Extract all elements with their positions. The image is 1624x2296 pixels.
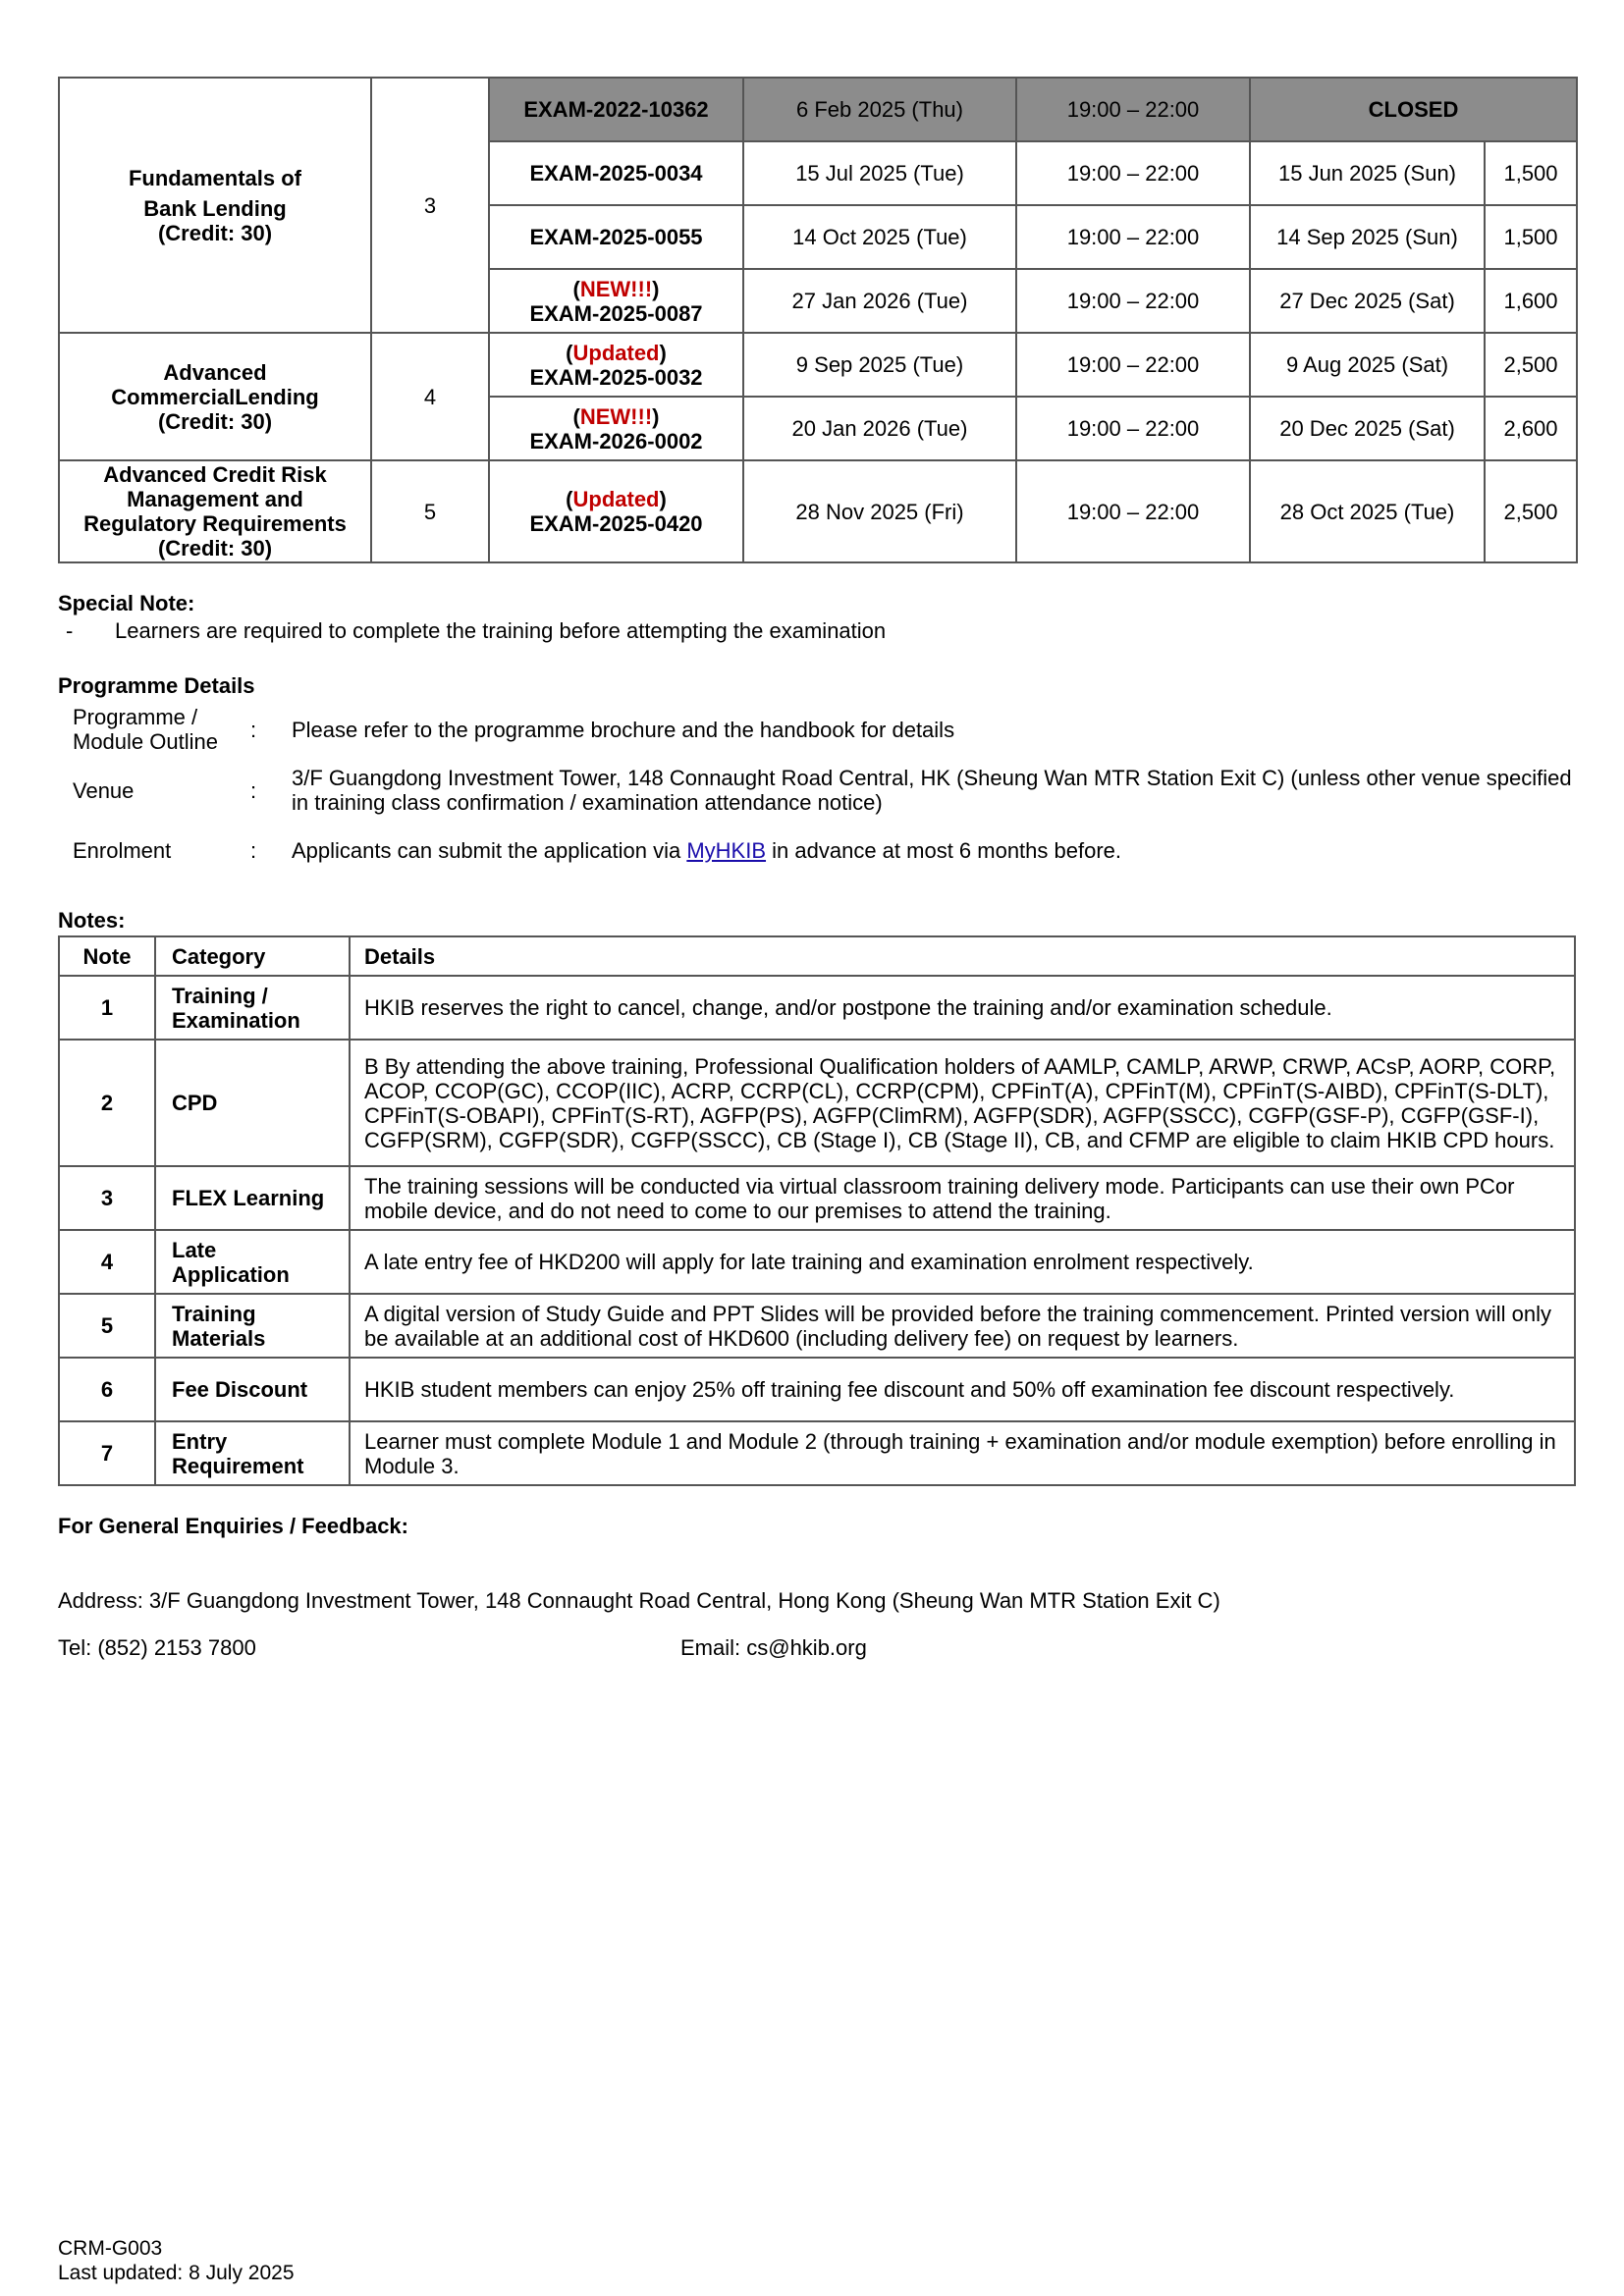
exam-date: 27 Jan 2026 (Tue) — [743, 269, 1016, 333]
exam-code: EXAM-2026-0002 — [529, 428, 703, 454]
exam-fee: 1,500 — [1485, 141, 1577, 205]
application-deadline: 27 Dec 2025 (Sat) — [1250, 269, 1485, 333]
exam-date: 9 Sep 2025 (Tue) — [743, 333, 1016, 397]
notes-table — [58, 935, 1576, 1486]
page — [58, 77, 1576, 1661]
exam-code-cell: (NEW!!!) EXAM-2026-0002 — [489, 397, 743, 460]
module-number: 4 — [371, 333, 489, 460]
note-category: Fee Discount — [155, 1358, 350, 1421]
note-details: A digital version of Study Guide and PPT Slides will be provided before the training commencement. Printed version will only be available at an additional cost of HKD600 (including delivery fee) on request by learners. — [350, 1294, 1575, 1358]
notes-row — [59, 1166, 1575, 1230]
header-note: Note — [59, 936, 155, 976]
colon: : — [250, 778, 257, 803]
enrolment-label: Enrolment — [73, 838, 172, 863]
note-number: 3 — [59, 1166, 155, 1230]
exam-time: 19:00 – 22:00 — [1016, 333, 1250, 397]
new-tag: NEW!!! — [579, 403, 653, 429]
enquiries-email: Email: cs@hkib.org — [680, 1635, 867, 1660]
last-updated: Last updated: 8 July 2025 — [58, 2262, 295, 2284]
exam-fee: 1,600 — [1485, 269, 1577, 333]
notes-row — [59, 1230, 1575, 1294]
notes-title: Notes: — [58, 908, 126, 933]
application-deadline: 15 Jun 2025 (Sun) — [1250, 141, 1485, 205]
outline-value: Please refer to the programme brochure and the handbook for details — [292, 718, 955, 742]
enrolment-value — [292, 838, 1576, 863]
bullet: - — [66, 618, 74, 643]
note-category: Training / Examination — [155, 976, 350, 1040]
myhkib-link[interactable]: MyHKIB — [686, 838, 767, 863]
programme-details — [58, 673, 1576, 863]
schedule-row — [59, 333, 1577, 397]
outline-label — [58, 705, 250, 754]
module-cell — [59, 333, 371, 460]
exam-date: 28 Nov 2025 (Fri) — [743, 460, 1016, 562]
exam-fee: 1,500 — [1485, 205, 1577, 269]
enquiries-contact — [58, 1635, 1576, 1661]
exam-date: 20 Jan 2026 (Tue) — [743, 397, 1016, 460]
exam-time: 19:00 – 22:00 — [1016, 205, 1250, 269]
header-details: Details — [350, 936, 1575, 976]
special-note-text: Learners are required to complete the training before attempting the examination — [115, 618, 887, 643]
module-credit: (Credit: 30) — [157, 408, 273, 434]
notes-row — [59, 1358, 1575, 1421]
exam-time: 19:00 – 22:00 — [1016, 78, 1250, 141]
exam-code: EXAM-2025-0032 — [529, 364, 703, 390]
exam-code: EXAM-2025-0034 — [489, 141, 743, 205]
exam-code: EXAM-2025-0055 — [489, 205, 743, 269]
module-credit: (Credit: 30) — [157, 536, 273, 561]
outline-label-line: Module Outline — [73, 729, 218, 754]
venue-value: 3/F Guangdong Investment Tower, 148 Connaught Road Central, HK (Sheung Wan MTR Station Exit C) (unless other venue specified in training class confirmation / examination attendance notice) — [292, 766, 1572, 815]
exam-time: 19:00 – 22:00 — [1016, 269, 1250, 333]
note-details: Learner must complete Module 1 and Module 2 (through training + examination and/or module exemption) before enrolling in Module 3. — [350, 1421, 1575, 1485]
note-number: 5 — [59, 1294, 155, 1358]
note-category: CPD — [155, 1040, 350, 1166]
updated-tag: Updated — [572, 340, 660, 365]
header-category: Category — [155, 936, 350, 976]
note-category: Training Materials — [155, 1294, 350, 1358]
venue-label: Venue — [73, 778, 135, 803]
exam-fee: 2,600 — [1485, 397, 1577, 460]
exam-date: 14 Oct 2025 (Tue) — [743, 205, 1016, 269]
exam-code: EXAM-2025-0087 — [529, 300, 703, 326]
application-deadline: 14 Sep 2025 (Sun) — [1250, 205, 1485, 269]
exam-date: 15 Jul 2025 (Tue) — [743, 141, 1016, 205]
colon: : — [250, 718, 257, 742]
module-cell — [59, 78, 371, 333]
application-deadline: 20 Dec 2025 (Sat) — [1250, 397, 1485, 460]
module-number: 3 — [371, 78, 489, 333]
schedule-row — [59, 460, 1577, 562]
notes-header-row — [59, 936, 1575, 976]
closed-badge: CLOSED — [1250, 78, 1577, 141]
module-name: Fundamentals of — [128, 165, 301, 190]
module-credit: (Credit: 30) — [157, 220, 273, 245]
schedule-row — [59, 78, 1577, 141]
note-category: Entry Requirement — [155, 1421, 350, 1485]
exam-time: 19:00 – 22:00 — [1016, 460, 1250, 562]
note-number: 4 — [59, 1230, 155, 1294]
note-details: HKIB reserves the right to cancel, change, and/or postpone the training and/or examination schedule. — [350, 976, 1575, 1040]
note-category: Late Application — [155, 1230, 350, 1294]
exam-fee: 2,500 — [1485, 333, 1577, 397]
document-code: CRM-G003 — [58, 2237, 163, 2260]
module-name: Advanced — [163, 359, 267, 385]
exam-time: 19:00 – 22:00 — [1016, 141, 1250, 205]
module-name: Regulatory Requirements — [83, 511, 347, 536]
programme-details-title: Programme Details — [58, 673, 255, 698]
outline-label-line: Programme / — [73, 705, 198, 729]
exam-date: 6 Feb 2025 (Thu) — [743, 78, 1016, 141]
note-number: 6 — [59, 1358, 155, 1421]
notes-row — [59, 976, 1575, 1040]
note-details: HKIB student members can enjoy 25% off training fee discount and 50% off examination fee discount respectively. — [350, 1358, 1575, 1421]
module-number: 5 — [371, 460, 489, 562]
notes-row — [59, 1294, 1575, 1358]
exam-code: EXAM-2025-0420 — [529, 511, 703, 536]
exam-code-cell: (Updated) EXAM-2025-0420 — [489, 460, 743, 562]
special-note-title: Special Note: — [58, 591, 195, 615]
note-category: FLEX Learning — [155, 1166, 350, 1230]
notes-row — [59, 1421, 1575, 1485]
note-number: 7 — [59, 1421, 155, 1485]
updated-tag: Updated — [572, 487, 660, 511]
special-note — [58, 591, 1576, 644]
note-details: A late entry fee of HKD200 will apply for late training and examination enrolment respectively. — [350, 1230, 1575, 1294]
module-name: Bank Lending — [143, 195, 287, 221]
enrolment-text: in advance at most 6 months before. — [766, 838, 1122, 863]
exam-code: EXAM-2022-10362 — [489, 78, 743, 141]
details-row-venue — [58, 766, 1576, 815]
exam-code-cell: (NEW!!!) EXAM-2025-0087 — [489, 269, 743, 333]
note-number: 1 — [59, 976, 155, 1040]
new-tag: NEW!!! — [579, 276, 653, 301]
exam-time: 19:00 – 22:00 — [1016, 397, 1250, 460]
note-number: 2 — [59, 1040, 155, 1166]
exam-code-cell: (Updated) EXAM-2025-0032 — [489, 333, 743, 397]
footer — [58, 2236, 295, 2285]
note-details: The training sessions will be conducted via virtual classroom training delivery mode. Participants can use their own PCor mobile device, and do not need to come to our premises to attend the training. — [350, 1166, 1575, 1230]
enrolment-text: Applicants can submit the application via — [292, 838, 687, 863]
special-note-item — [58, 618, 1576, 644]
enquiries-title: For General Enquiries / Feedback: — [58, 1514, 408, 1538]
module-name: CommercialLending — [111, 384, 319, 409]
module-name: Advanced Credit Risk — [103, 462, 327, 487]
exam-fee: 2,500 — [1485, 460, 1577, 562]
details-row-outline — [58, 705, 1576, 754]
enquiries-address: Address: 3/F Guangdong Investment Tower, 148 Connaught Road Central, Hong Kong (Sheung Wan MTR Station Exit C) — [58, 1588, 1220, 1613]
details-row-enrolment — [58, 838, 1576, 863]
application-deadline: 9 Aug 2025 (Sat) — [1250, 333, 1485, 397]
module-name: Management and — [127, 487, 303, 511]
exam-schedule-table — [58, 77, 1578, 563]
colon: : — [250, 838, 257, 863]
module-cell — [59, 460, 371, 562]
notes-row — [59, 1040, 1575, 1166]
note-details: B By attending the above training, Professional Qualification holders of AAMLP, CAMLP, ARWP, CRWP, ACsP, AORP, CORP, ACOP, CCOP(GC), CCOP(IIC), ACRP, CCRP(CL), CCRP(CPM), CPFinT(A), CPFinT(M), CPFinT(S-AIBD), CPFinT(S-DLT), CPFinT(S-OBAPI), CPFinT(S-RT), AGFP(PS), AGFP(ClimRM), AGFP(SDR), AGFP(SSCC), CGFP(GSF-P), CGFP(GSF-I), CGFP(SRM), CGFP(SDR), CGFP(SSCC), CB (Stage I), CB (Stage II), CB, and CFMP are eligible to claim HKIB CPD hours. — [350, 1040, 1575, 1166]
application-deadline: 28 Oct 2025 (Tue) — [1250, 460, 1485, 562]
enquiries-tel: Tel: (852) 2153 7800 — [58, 1635, 256, 1660]
